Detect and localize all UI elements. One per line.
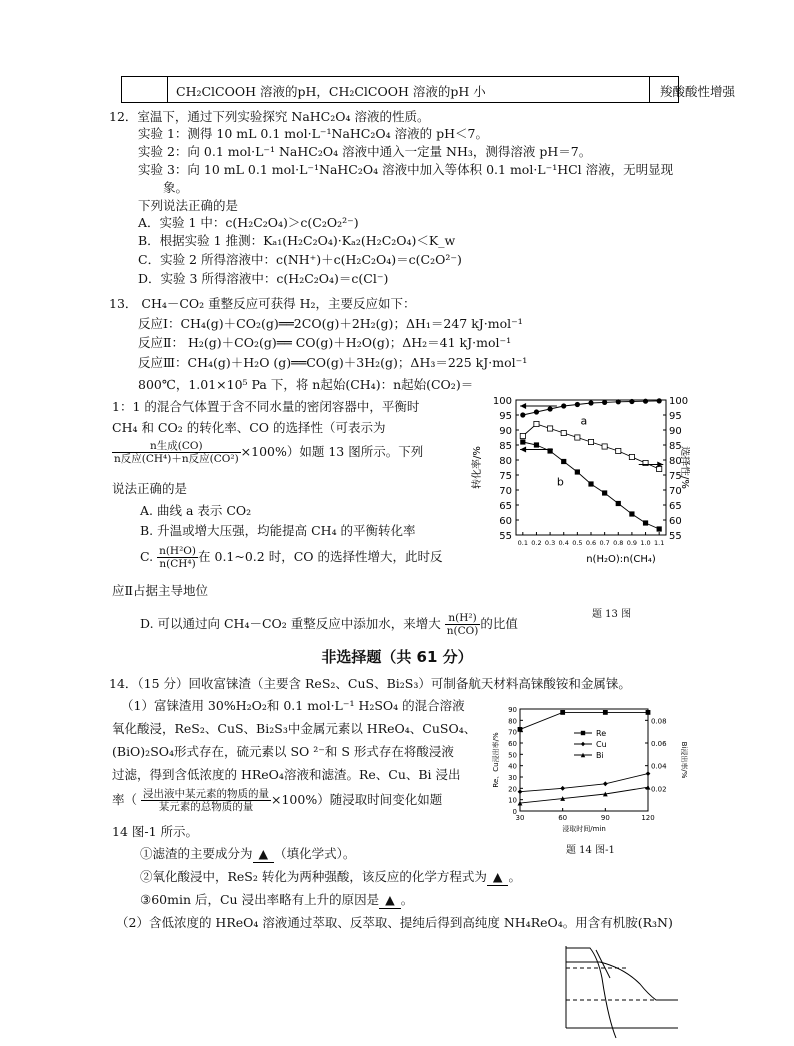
q14-para-5-prefix: 率（ <box>112 792 138 807</box>
y-tick-label: 65 <box>499 501 512 512</box>
subquestion-2-text: ②氧化酸浸中，ReS₂ 转化为两种强酸，该反应的化学方程式为 <box>140 869 487 884</box>
option-d-text: D. 可以通过向 CH₄－CO₂ 重整反应中添加水，来增大 <box>140 616 441 631</box>
data-point <box>588 439 593 444</box>
x-tick-label: 1.0 <box>640 539 651 547</box>
y2-tick-label: 90 <box>669 426 682 437</box>
plot-frame <box>520 709 648 811</box>
legend-marker <box>581 742 585 746</box>
y2-tick-label: 75 <box>669 471 682 482</box>
axis-arrow-head <box>520 447 526 453</box>
q12-experiment-2: 实验 2：向 0.1 mol·L⁻¹ NaHC₂O₄ 溶液中通入一定量 NH₃，测得溶液 pH＝7。 <box>138 144 592 159</box>
x-tick-label: 0.3 <box>544 539 556 547</box>
q14-para-2: 氧化酸浸，ReS₂、CuS、Bi₂S₃中金属元素以 HReO₄、CuSO₄、 <box>112 721 477 736</box>
data-point <box>629 399 634 404</box>
series-line-Re <box>520 712 648 729</box>
data-point <box>575 469 580 474</box>
x-tick-label: 0.7 <box>599 539 610 547</box>
q13-reaction-1: 反应Ⅰ：CH₄(g)＋CO₂(g)══2CO(g)＋2H₂(g)；ΔH₁＝247 kJ·mol⁻¹ <box>138 316 523 331</box>
subquestion-3-text: ③60min 后，Cu 浸出率略有上升的原因是 <box>140 892 380 907</box>
q13-para-3: ×100%）如题 13 图所示。下列 <box>240 444 424 459</box>
data-point <box>602 444 607 449</box>
water-ratio-fraction <box>157 545 198 570</box>
x-tick-label: 0.6 <box>585 539 597 547</box>
answer-blank[interactable]: ▲ <box>379 891 401 909</box>
data-point <box>547 406 552 411</box>
figure-13-chart <box>466 390 690 572</box>
x-tick-label: 0.8 <box>613 539 624 547</box>
data-point <box>629 511 634 516</box>
q14-stem: 14．（15 分）回收富铼渣（主要含 ReS₂、CuS、Bi₂S₃）可制备航天材料高铼酸铵和金属铼。 <box>109 676 631 691</box>
q14-subquestion-2 <box>140 868 521 886</box>
data-point <box>520 439 525 444</box>
y-tick-label: 60 <box>499 516 512 527</box>
series-line-Cu <box>520 774 648 792</box>
y-tick-label: 70 <box>499 486 512 497</box>
answer-blank[interactable]: ▲ <box>253 845 275 863</box>
legend-label: Bi <box>596 751 604 760</box>
q13-stem: 13． CH₄－CO₂ 重整反应可获得 H₂，主要反应如下： <box>109 296 416 311</box>
y2-tick-label: 80 <box>669 456 682 467</box>
y2-tick-label: 70 <box>669 486 682 497</box>
y-tick-label: 10 <box>508 796 517 805</box>
y-tick-label: 0 <box>512 808 517 816</box>
y-tick-label: 95 <box>499 411 512 422</box>
selectivity-fraction <box>112 440 241 465</box>
fraction-numerator: 浸出液中某元素的物质的量 <box>143 788 269 800</box>
q14-figure-label: 题 14 图-1 <box>566 845 615 856</box>
comparison-table-row <box>121 76 736 103</box>
y-tick-label: 55 <box>499 531 512 542</box>
y-tick-label: 80 <box>508 717 517 726</box>
data-point <box>603 781 608 786</box>
fraction-numerator: n生成(CO) <box>112 440 241 453</box>
y-axis-label: 转化率/% <box>472 446 483 489</box>
q13-para-1: 1：1 的混合气体置于含不同水量的密闭容器中，平衡时 <box>112 399 420 414</box>
option-d-tail: 的比值 <box>480 616 518 631</box>
data-point <box>534 442 539 447</box>
legend-marker <box>581 731 585 735</box>
y-tick-label: 75 <box>499 471 512 482</box>
h2-co-fraction <box>445 612 481 637</box>
q13-ask: 说法正确的是 <box>112 481 188 496</box>
data-point <box>534 409 539 414</box>
y-tick-label: 60 <box>508 740 517 748</box>
y2-tick-label: 0.06 <box>651 740 667 748</box>
data-point <box>518 727 523 732</box>
figure-14-2-partial-chart <box>528 938 684 1042</box>
data-point <box>588 481 593 486</box>
data-point <box>534 421 539 426</box>
y-tick-label: 40 <box>508 762 517 771</box>
table-cell-empty <box>122 77 168 102</box>
q12-experiment-1: 实验 1：测得 10 mL 0.1 mol·L⁻¹NaHC₂O₄ 溶液的 pH＜7。 <box>138 126 488 141</box>
table-cell-condition: CH₂ClCOOH 溶液的pH，CH₂ClCOOH 溶液的pH 小 <box>168 77 650 102</box>
fraction-denominator: n(CO) <box>446 625 479 637</box>
axis-arrow-head <box>520 403 526 409</box>
x-tick-label: 0.1 <box>517 539 528 547</box>
subquestion-3-tail: 。 <box>400 892 414 907</box>
y2-tick-label: 0.04 <box>651 762 667 771</box>
q12-experiment-3: 实验 3：向 10 mL 0.1 mol·L⁻¹NaHC₂O₄ 溶液中加入等体积 0.1 mol·L⁻¹HCl 溶液，无明显现 <box>138 162 674 177</box>
y-tick-label: 90 <box>499 426 512 437</box>
q14-part-2: （2）含低浓度的 HReO₄ 溶液通过萃取、反萃取、提纯后得到高纯度 NH₄ReO₄。用含有机胺(R₃N) <box>116 915 673 930</box>
y-tick-label: 50 <box>508 751 517 760</box>
y2-tick-label: 65 <box>669 501 682 512</box>
data-point <box>603 710 608 715</box>
x-tick-label: 90 <box>600 814 610 822</box>
x-tick-label: 0.2 <box>531 539 542 547</box>
data-point <box>520 433 525 438</box>
q14-leach-rate-expression <box>112 788 442 813</box>
series-line-selectivity <box>523 424 659 469</box>
y2-tick-label: 0.08 <box>651 717 667 726</box>
subquestion-1-tail: （填化学式）。 <box>274 846 356 861</box>
fraction-numerator: n(H²O) <box>159 545 197 557</box>
q13-option-d <box>140 612 518 637</box>
data-point <box>646 710 651 715</box>
q13-figure-label: 题 13 图 <box>592 609 632 620</box>
fraction-numerator: n(H²) <box>445 612 481 625</box>
legend-label: Re <box>596 729 607 738</box>
data-point <box>561 430 566 435</box>
data-point <box>657 526 662 531</box>
answer-blank[interactable]: ▲ <box>487 868 509 886</box>
data-point <box>561 403 566 408</box>
y2-tick-label: 100 <box>669 396 689 407</box>
leach-rate-fraction <box>141 788 271 813</box>
fraction-denominator: 某元素的总物质的量 <box>158 801 254 813</box>
data-point <box>643 520 648 525</box>
q12-option-b: B．根据实验 1 推测：Kₐ₁(H₂C₂O₄)·Kₐ₂(H₂C₂O₄)＜K_w <box>138 233 456 248</box>
q12-ask: 下列说法正确的是 <box>138 198 239 213</box>
series-line-Bi <box>520 787 648 803</box>
section-heading: 非选择题（共 61 分） <box>321 648 473 666</box>
q13-reaction-3: 反应Ⅲ：CH₄(g)＋H₂O (g)══CO(g)＋3H₂(g)；ΔH₃＝225 kJ·mol⁻¹ <box>138 355 528 370</box>
subquestion-1-text: ①滤渣的主要成分为 <box>140 846 253 861</box>
data-point <box>561 459 566 464</box>
data-point <box>547 426 552 431</box>
data-point <box>520 412 525 417</box>
data-point <box>575 435 580 440</box>
q14-para-1: （1）富铼渣用 30%H₂O₂和 0.1 mol·L⁻¹ H₂SO₄ 的混合溶液 <box>121 698 465 713</box>
y-tick-label: 30 <box>508 774 517 782</box>
x-tick-label: 0.9 <box>626 539 638 547</box>
data-point <box>643 399 648 404</box>
y2-tick-label: 60 <box>669 516 682 527</box>
data-point <box>646 771 651 776</box>
data-point <box>616 399 621 404</box>
x-tick-label: 120 <box>641 814 655 822</box>
data-point <box>602 400 607 405</box>
legend-label: Cu <box>596 740 607 749</box>
data-point <box>560 786 565 791</box>
x-tick-label: 1.1 <box>654 539 665 547</box>
data-point <box>629 454 634 459</box>
series-label-b: b <box>556 475 564 489</box>
q14-subquestion-3 <box>140 891 413 909</box>
q13-reaction-2: 反应Ⅱ： H₂(g)＋CO₂(g)══ CO(g)＋H₂O(g)；ΔH₂＝41 kJ·mol⁻¹ <box>138 335 512 350</box>
data-point <box>518 789 523 794</box>
data-point <box>575 402 580 407</box>
y-tick-label: 70 <box>508 728 517 737</box>
data-point <box>616 448 621 453</box>
y-tick-label: 85 <box>499 441 512 452</box>
data-point <box>616 501 621 506</box>
q14-para-6: 14 图-1 所示。 <box>112 824 199 839</box>
x-tick-label: 30 <box>515 814 525 822</box>
q12-option-d: D．实验 3 所得溶液中：c(H₂C₂O₄)＝c(Cl⁻) <box>138 271 389 286</box>
fraction-denominator: n反应(CH⁴)＋n反应(CO²) <box>114 453 239 465</box>
q14-subquestion-1 <box>140 845 355 863</box>
table-cell-conclusion: 羧酸酸性增强 <box>660 84 736 99</box>
fraction-denominator: n(CH⁴) <box>159 558 196 570</box>
data-point <box>602 490 607 495</box>
x-tick-label: 0.5 <box>572 539 583 547</box>
q12-option-c: C．实验 2 所得溶液中：c(NH⁺)＋c(H₂C₂O₄)＝c(C₂O²⁻) <box>138 252 462 267</box>
y-tick-label: 100 <box>492 396 512 407</box>
q13-option-c-continued: 应Ⅱ占据主导地位 <box>112 583 208 598</box>
q14-para-3: (BiO)₂SO₄形式存在，硫元素以 SO ²⁻和 S 形式存在将酸浸液 <box>112 744 454 759</box>
q14-para-5-suffix: ×100%）随浸取时间变化如题 <box>271 792 443 807</box>
subquestion-2-tail: 。 <box>508 869 521 884</box>
q13-option-c <box>140 545 442 570</box>
q13-option-a: A. 曲线 a 表示 CO₂ <box>140 503 252 518</box>
x-axis-label: 浸取时间/min <box>562 825 606 833</box>
option-c-text: 在 0.1~0.2 时，CO 的选择性增大，此时反 <box>198 549 443 564</box>
option-c-letter: C. <box>140 549 154 564</box>
y2-tick-label: 95 <box>669 411 682 422</box>
data-point <box>657 398 662 403</box>
q13-para-2: CH₄ 和 CO₂ 的转化率、CO 的选择性（可表示为 <box>112 420 386 435</box>
y2-tick-label: 85 <box>669 441 682 452</box>
q12-stem: 12．室温下，通过下列实验探究 NaHC₂O₄ 溶液的性质。 <box>109 109 430 124</box>
data-point <box>588 400 593 405</box>
y2-axis-label: 选择性/% <box>679 446 690 489</box>
q13-option-b: B. 升温或增大压强，均能提高 CH₄ 的平衡转化率 <box>140 523 416 538</box>
series-label-a: a <box>580 414 588 428</box>
y2-axis-label: Bi浸出率/% <box>680 741 688 779</box>
figure-14-1-chart <box>488 703 692 835</box>
y-tick-label: 90 <box>508 706 517 714</box>
data-point <box>560 710 565 715</box>
x-tick-label: 0.4 <box>558 539 569 547</box>
plot-frame <box>516 400 666 535</box>
x-axis-label: n(H₂O):n(CH₄) <box>586 554 656 565</box>
q12-option-a: A．实验 1 中：c(H₂C₂O₄)＞c(C₂O₂²⁻) <box>138 215 359 230</box>
y-tick-label: 20 <box>508 785 517 794</box>
q14-para-4: 过滤，得到含低浓度的 HReO₄溶液和滤渣。Re、Cu、Bi 浸出 <box>112 767 461 782</box>
x-tick-label: 60 <box>558 814 568 822</box>
y-tick-label: 80 <box>499 456 512 467</box>
y-axis-label: Re、Cu浸出率/% <box>492 732 500 788</box>
y2-tick-label: 55 <box>669 531 682 542</box>
q12-experiment-3-tail: 象。 <box>163 180 189 195</box>
q13-condition: 800℃，1.01×10⁵ Pa 下，将 n起始(CH₄)：n起始(CO₂)＝ <box>138 377 474 392</box>
y2-tick-label: 0.02 <box>651 785 667 794</box>
q13-selectivity-expression <box>112 440 423 465</box>
